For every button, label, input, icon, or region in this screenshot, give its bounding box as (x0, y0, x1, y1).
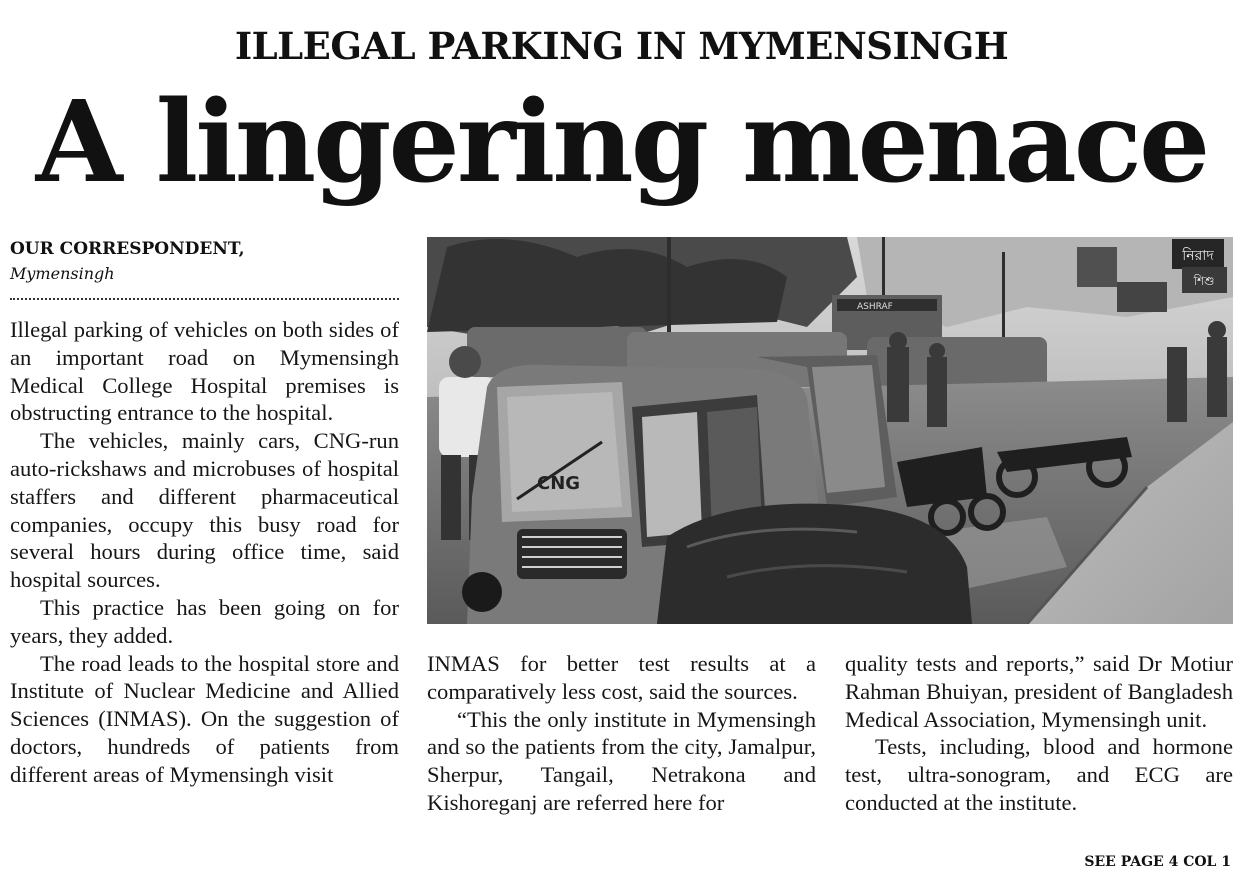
news-photo (427, 237, 1233, 624)
continuation-jump: SEE PAGE 4 COL 1 (1084, 854, 1231, 870)
shop-sign-1: নিরাদ (1182, 248, 1214, 264)
paragraph: This practice has been going on for years, they added. (10, 594, 399, 648)
article-column-2 (427, 650, 816, 817)
byline-author: OUR CORRESPONDENT, (10, 239, 245, 259)
paragraph: Illegal parking of vehicles on both sides of an important road on Mymensingh Medical College Hospital premises is obstructing entrance to the hospital. (10, 317, 399, 426)
shop-sign-2: শিশু (1193, 274, 1215, 288)
bus-sign: ASHRAF (857, 302, 893, 312)
cng-label: CNG (537, 473, 581, 494)
paragraph: The vehicles, mainly cars, CNG-run auto-rickshaws and microbuses of hospital staffers and different pharmaceutical companies, occupy this busy road for several hours during office time, said hospital sources. (10, 428, 399, 593)
kicker-headline: ILLEGAL PARKING IN MYMENSINGH (234, 24, 1009, 68)
paragraph: The road leads to the hospital store and Institute of Nuclear Medicine and Allied Sciences (INMAS). On the suggestion of doctors, hundreds of patients from different areas of Mymensingh visit (10, 650, 399, 787)
byline-divider (10, 298, 399, 300)
byline-place: Mymensingh (10, 264, 115, 283)
paragraph: INMAS for better test results at a comparatively less cost, said the sources. (427, 651, 816, 704)
paragraph: Tests, including, blood and hormone test, ultra-sonogram, and ECG are conducted at the institute. (845, 734, 1233, 815)
paragraph: “This the only institute in Mymensingh and so the patients from the city, Jamalpur, Sherpur, Tangail, Netrakona and Kishoreganj are referred here for (427, 706, 816, 815)
main-headline: A lingering menace (35, 77, 1208, 208)
paragraph: quality tests and reports,” said Dr Motiur Rahman Bhuiyan, president of Bangladesh Medical Association, Mymensingh unit. (845, 651, 1233, 732)
article-column-3 (845, 650, 1233, 817)
photo-parked-rickshaws (427, 237, 1233, 624)
article-column-1 (10, 316, 399, 789)
